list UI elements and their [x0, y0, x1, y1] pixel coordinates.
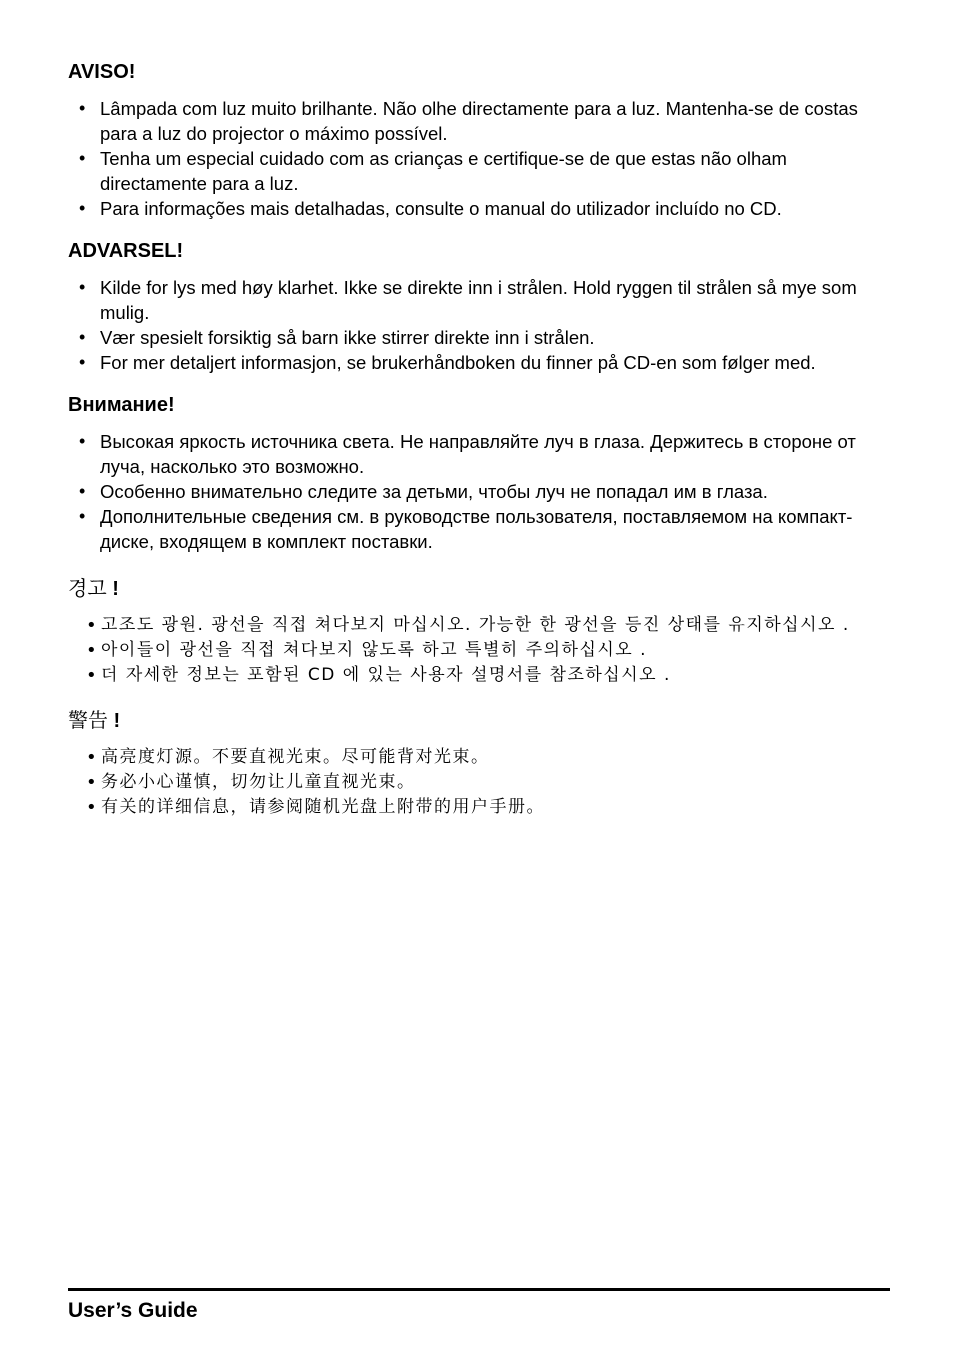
list-item: • 有关的详细信息，请参阅随机光盘上附带的用户手册。	[68, 795, 890, 820]
section-heading-text: 경고	[68, 576, 107, 600]
list-item: • Tenha um especial cuidado com as crianças e certifique-se de que estas não olham directamente para a luz.	[68, 146, 890, 196]
section-heading: AVISO!	[68, 61, 136, 83]
section-heading-mark: !	[108, 710, 121, 732]
list-item: • Lâmpada com luz muito brilhante. Não olhe directamente para a luz. Mantenha-se de costas para a luz do projector o máximo possível.	[68, 96, 890, 146]
bullet-list	[68, 429, 890, 554]
footer-divider	[68, 1288, 890, 1291]
footer-title: User’s Guide	[68, 1299, 198, 1322]
list-item: • 고조도 광원. 광선을 직접 쳐다보지 마십시오. 가능한 한 광선을 등진 상태를 유지하십시오 .	[68, 613, 890, 638]
list-item: • 더 자세한 정보는 포함된 CD 에 있는 사용자 설명서를 참조하십시오 .	[68, 663, 890, 688]
list-item: • Para informações mais detalhadas, consulte o manual do utilizador incluído no CD.	[68, 196, 890, 221]
section-heading-mark: !	[106, 578, 119, 600]
bullet-list	[68, 96, 890, 221]
bullet-list	[68, 275, 890, 375]
section-heading-text: 警告	[68, 708, 108, 732]
list-item: • 务必小心谨慎，切勿让儿童直视光束。	[68, 770, 890, 795]
list-item: • 아이들이 광선을 직접 쳐다보지 않도록 하고 특별히 주의하십시오 .	[68, 638, 890, 663]
bullet-list	[68, 613, 890, 688]
section-heading	[68, 576, 890, 601]
bullet-list	[68, 745, 890, 820]
list-item: • For mer detaljert informasjon, se brukerhåndboken du finner på CD-en som følger med.	[68, 350, 890, 375]
warning-section-chinese	[68, 708, 890, 820]
section-heading: Внимание!	[68, 394, 175, 416]
page-content	[68, 60, 890, 820]
warning-section-russian	[68, 393, 890, 554]
warning-section-korean	[68, 576, 890, 688]
list-item: • Особенно внимательно следите за детьми, чтобы луч не попадал им в глаза.	[68, 479, 890, 504]
list-item: • 高亮度灯源。不要直视光束。尽可能背对光束。	[68, 745, 890, 770]
list-item: • Высокая яркость источника света. Не направляйте луч в глаза. Держитесь в стороне от луча, насколько это возможно.	[68, 429, 890, 479]
list-item: • Kilde for lys med høy klarhet. Ikke se direkte inn i strålen. Hold ryggen til strålen så mye som mulig.	[68, 275, 890, 325]
section-heading: ADVARSEL!	[68, 240, 184, 262]
list-item: • Дополнительные сведения см. в руководстве пользователя, поставляемом на компакт-диске, входящем в комплект поставки.	[68, 504, 890, 554]
section-heading	[68, 708, 890, 733]
list-item: • Vær spesielt forsiktig så barn ikke stirrer direkte inn i strålen.	[68, 325, 890, 350]
warning-section-portuguese	[68, 60, 890, 221]
warning-section-norwegian	[68, 239, 890, 375]
